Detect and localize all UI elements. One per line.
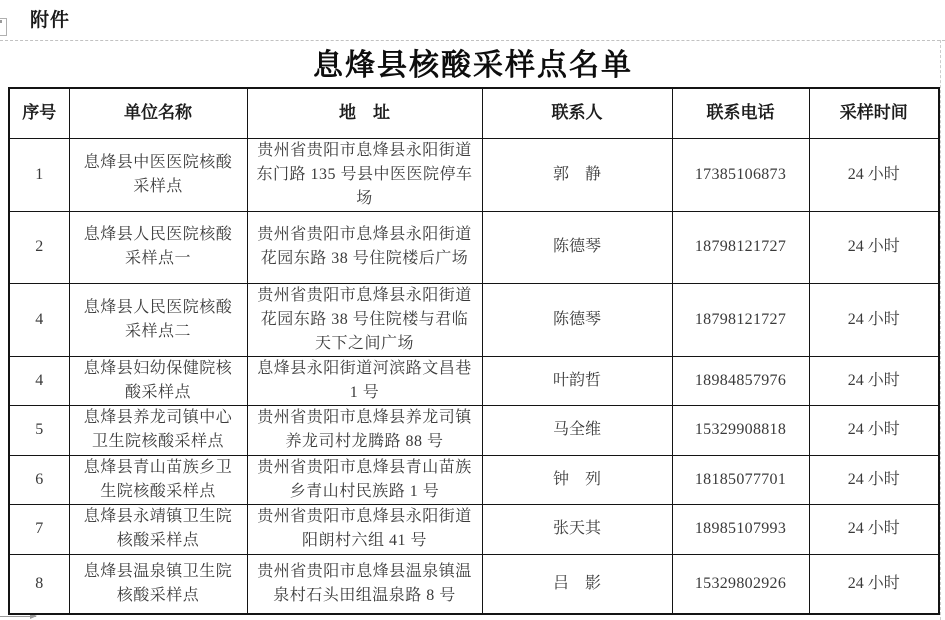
cell-address: 贵州省贵阳市息烽县永阳街道阳朗村六组 41 号 [247,504,482,554]
header-name: 单位名称 [69,88,247,138]
page-margin-dashed-line-right [940,40,941,620]
cell-address: 贵州省贵阳市息烽县永阳街道花园东路 38 号住院楼后广场 [247,211,482,283]
cell-unit-name: 息烽县永靖镇卫生院核酸采样点 [69,504,247,554]
header-address: 地 址 [247,88,482,138]
document-body [8,41,938,615]
cell-no: 4 [9,283,69,356]
cell-address: 贵州省贵阳市息烽县永阳街道东门路 135 号县中医医院停车场 [247,138,482,211]
cell-time: 24 小时 [809,554,939,614]
cell-time: 24 小时 [809,211,939,283]
table-row [9,405,939,455]
cell-phone: 18798121727 [672,211,809,283]
cell-no: 6 [9,455,69,504]
clipped-handle-artifact [0,18,7,36]
cell-phone: 18798121727 [672,283,809,356]
table-header-row [9,88,939,138]
cell-address: 贵州省贵阳市息烽县青山苗族乡青山村民族路 1 号 [247,455,482,504]
cell-unit-name: 息烽县温泉镇卫生院核酸采样点 [69,554,247,614]
cell-contact: 陈德琴 [482,211,672,283]
cell-unit-name: 息烽县人民医院核酸采样点二 [69,283,247,356]
cell-time: 24 小时 [809,283,939,356]
table-row [9,356,939,405]
cell-no: 4 [9,356,69,405]
table-row [9,504,939,554]
cell-contact: 马全维 [482,405,672,455]
cell-time: 24 小时 [809,455,939,504]
cell-unit-name: 息烽县中医医院核酸采样点 [69,138,247,211]
header-time: 采样时间 [809,88,939,138]
header-contact: 联系人 [482,88,672,138]
cell-no: 8 [9,554,69,614]
cell-time: 24 小时 [809,504,939,554]
cell-phone: 18984857976 [672,356,809,405]
page-title: 息烽县核酸采样点名单 [313,49,633,82]
cell-contact: 陈德琴 [482,283,672,356]
cell-address: 贵州省贵阳市息烽县温泉镇温泉村石头田组温泉路 8 号 [247,554,482,614]
cell-address: 贵州省贵阳市息烽县永阳街道花园东路 38 号住院楼与君临天下之间广场 [247,283,482,356]
cell-contact: 叶韵哲 [482,356,672,405]
cell-unit-name: 息烽县养龙司镇中心卫生院核酸采样点 [69,405,247,455]
cell-address: 贵州省贵阳市息烽县养龙司镇养龙司村龙腾路 88 号 [247,405,482,455]
cell-no: 7 [9,504,69,554]
cell-no: 5 [9,405,69,455]
cell-phone: 15329908818 [672,405,809,455]
cell-phone: 18185077701 [672,455,809,504]
cell-unit-name: 息烽县青山苗族乡卫生院核酸采样点 [69,455,247,504]
cell-address: 息烽县永阳街道河滨路文昌巷 1 号 [247,356,482,405]
cell-time: 24 小时 [809,356,939,405]
header-phone: 联系电话 [672,88,809,138]
cell-contact: 吕 影 [482,554,672,614]
table-row [9,455,939,504]
cell-contact: 钟 列 [482,455,672,504]
arrow-artifact [0,616,36,617]
table-row [9,283,939,356]
table-row [9,554,939,614]
cell-unit-name: 息烽县人民医院核酸采样点一 [69,211,247,283]
table-row [9,211,939,283]
cell-unit-name: 息烽县妇幼保健院核酸采样点 [69,356,247,405]
cell-contact: 郭 静 [482,138,672,211]
cell-phone: 15329802926 [672,554,809,614]
cell-time: 24 小时 [809,405,939,455]
table-row [9,138,939,211]
header-no: 序号 [9,88,69,138]
cell-contact: 张天其 [482,504,672,554]
cell-phone: 17385106873 [672,138,809,211]
cell-time: 24 小时 [809,138,939,211]
cell-phone: 18985107993 [672,504,809,554]
cell-no: 2 [9,211,69,283]
sampling-points-table [8,87,940,615]
cell-no: 1 [9,138,69,211]
attachment-label: 附件 [30,10,71,31]
